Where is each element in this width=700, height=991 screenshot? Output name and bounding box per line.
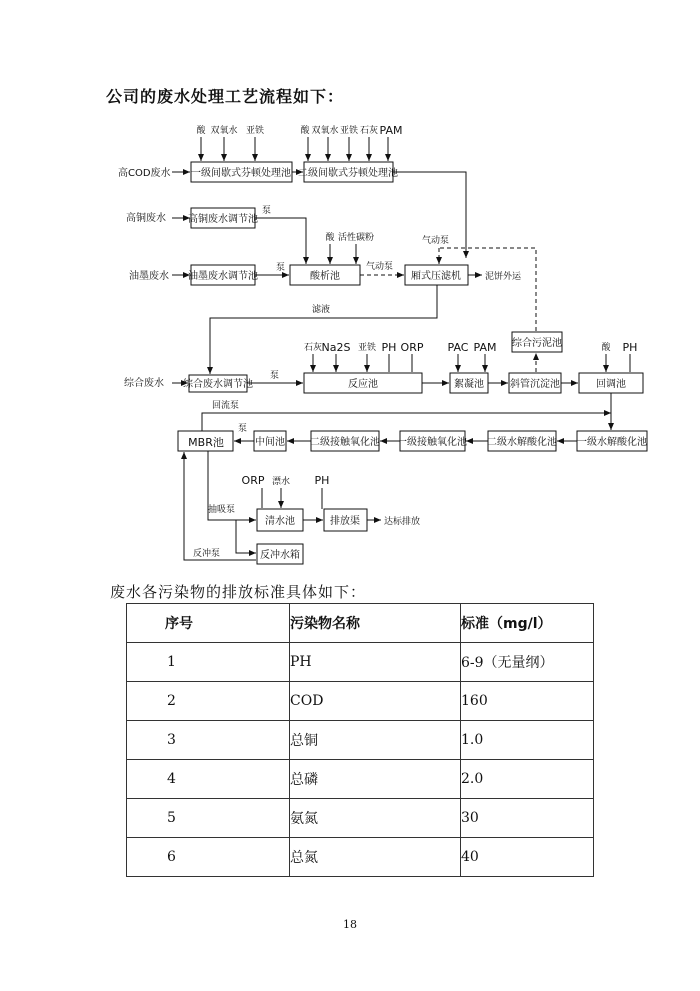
contact1-label: 一级接触氧化池 <box>397 437 467 448</box>
table-row <box>127 682 594 721</box>
settler-label: 斜管沉淀池 <box>510 379 560 390</box>
chem-f2-acid: 酸 <box>300 126 310 136</box>
chem-f1-h2o2: 双氧水 <box>210 126 238 136</box>
standards-heading: 废水各污染物的排放标准具体如下： <box>110 583 367 601</box>
cell-no: 1 <box>127 643 290 682</box>
cell-standard: 1.0 <box>461 721 594 760</box>
cell-pollutant: 总铜 <box>290 721 461 760</box>
chem-a-acid: 酸 <box>601 343 611 353</box>
label-pump-4: 泵 <box>238 424 248 434</box>
cell-pollutant: 氨氮 <box>290 799 461 838</box>
chem-r-ph: PH <box>381 341 397 354</box>
table-row <box>127 799 594 838</box>
table-row <box>127 721 594 760</box>
chem-f2-fe: 亚铁 <box>339 126 359 136</box>
chem-f1-acid: 酸 <box>196 126 206 136</box>
label-pump-1: 泵 <box>262 206 272 216</box>
mbr-label: MBR池 <box>188 436 224 449</box>
contact2-label: 二级接触氧化池 <box>310 437 380 448</box>
source-mixed-label: 综合废水 <box>124 378 164 389</box>
chem-f2-h2o2: 双氧水 <box>311 126 339 136</box>
source-ink-label: 油墨废水 <box>129 271 169 282</box>
source-cod-label: 高COD废水 <box>118 168 171 179</box>
source-copper-label: 高铜废水 <box>126 213 166 224</box>
cell-no: 6 <box>127 838 290 877</box>
copper-tank-label: 高铜废水调节池 <box>188 214 258 225</box>
cell-pollutant: COD <box>290 682 461 721</box>
chem-cl-orp: ORP <box>241 474 265 487</box>
chem-f1-fe: 亚铁 <box>245 126 265 136</box>
label-return-pump: 回流泵 <box>212 401 240 411</box>
cell-pollutant: 总磷 <box>290 760 461 799</box>
adjust-label: 回调池 <box>596 379 626 390</box>
cell-standard: 2.0 <box>461 760 594 799</box>
label-backwash-pump: 反冲泵 <box>193 549 221 559</box>
label-air-pump-2: 气动泵 <box>422 236 450 246</box>
page-heading: 公司的废水处理工艺流程如下： <box>106 87 345 106</box>
chem-a-ph: PH <box>622 341 638 354</box>
table-row <box>127 760 594 799</box>
chem-r-na2s: Na2S <box>321 341 351 354</box>
middle-label: 中间池 <box>255 437 285 448</box>
cell-no: 5 <box>127 799 290 838</box>
clear-label: 清水池 <box>265 516 295 527</box>
sludge-tank-label: 综合污泥池 <box>512 338 562 349</box>
filter-press-label: 厢式压滤机 <box>411 271 461 282</box>
chem-c-pam: PAM <box>473 341 497 354</box>
label-suction-pump: 抽吸泵 <box>208 505 236 515</box>
table-row <box>127 643 594 682</box>
chem-carbon: 活性碳粉 <box>337 233 375 243</box>
chem-r-orp: ORP <box>400 341 424 354</box>
label-sludge-out: 泥饼外运 <box>485 272 522 282</box>
chem-acid-in: 酸 <box>325 233 335 243</box>
chem-d-ph: PH <box>314 474 330 487</box>
label-discharge-out: 达标排放 <box>384 517 421 527</box>
discharge-label: 排放渠 <box>330 516 360 527</box>
cell-no: 3 <box>127 721 290 760</box>
hydro2-label: 二级水解酸化池 <box>487 437 557 448</box>
chem-r-fe: 亚铁 <box>357 343 377 353</box>
cell-standard: 160 <box>461 682 594 721</box>
mixed-tank-label: 综合废水调节池 <box>183 379 253 390</box>
chem-r-lime: 石灰 <box>303 343 323 353</box>
col-header-no: 序号 <box>127 604 290 643</box>
emission-standards-table <box>126 603 594 877</box>
col-header-pollutant: 污染物名称 <box>290 604 461 643</box>
col-header-standard: 标准（mg/l） <box>461 604 594 643</box>
backwash-label: 反冲水箱 <box>260 550 300 561</box>
hydro1-label: 一级水解酸化池 <box>577 437 647 448</box>
cell-standard: 40 <box>461 838 594 877</box>
label-pump-3: 泵 <box>270 371 280 381</box>
table-header-row <box>127 604 594 643</box>
label-air-pump-1: 气动泵 <box>366 262 394 272</box>
table-row <box>127 838 594 877</box>
reaction-label: 反应池 <box>348 379 378 390</box>
chem-cl-bleach: 漂水 <box>271 477 291 487</box>
chem-f2-lime: 石灰 <box>359 126 379 136</box>
label-pump-2: 泵 <box>276 263 286 273</box>
cell-pollutant: PH <box>290 643 461 682</box>
page-number: 18 <box>343 918 357 931</box>
coag-label: 絮凝池 <box>454 379 484 390</box>
cell-no: 2 <box>127 682 290 721</box>
label-filtrate: 滤液 <box>312 305 331 315</box>
ink-tank-label: 油墨废水调节池 <box>188 271 258 282</box>
fenton1-label: 一级间歇式芬顿处理池 <box>191 168 291 179</box>
chem-c-pac: PAC <box>447 341 469 354</box>
cell-standard: 30 <box>461 799 594 838</box>
cell-standard: 6-9（无量纲） <box>461 643 594 682</box>
acid-tank-label: 酸析池 <box>310 271 340 282</box>
chem-f2-pam: PAM <box>379 124 403 137</box>
cell-pollutant: 总氮 <box>290 838 461 877</box>
cell-no: 4 <box>127 760 290 799</box>
fenton2-label: 二级间歇式芬顿处理池 <box>298 168 398 179</box>
